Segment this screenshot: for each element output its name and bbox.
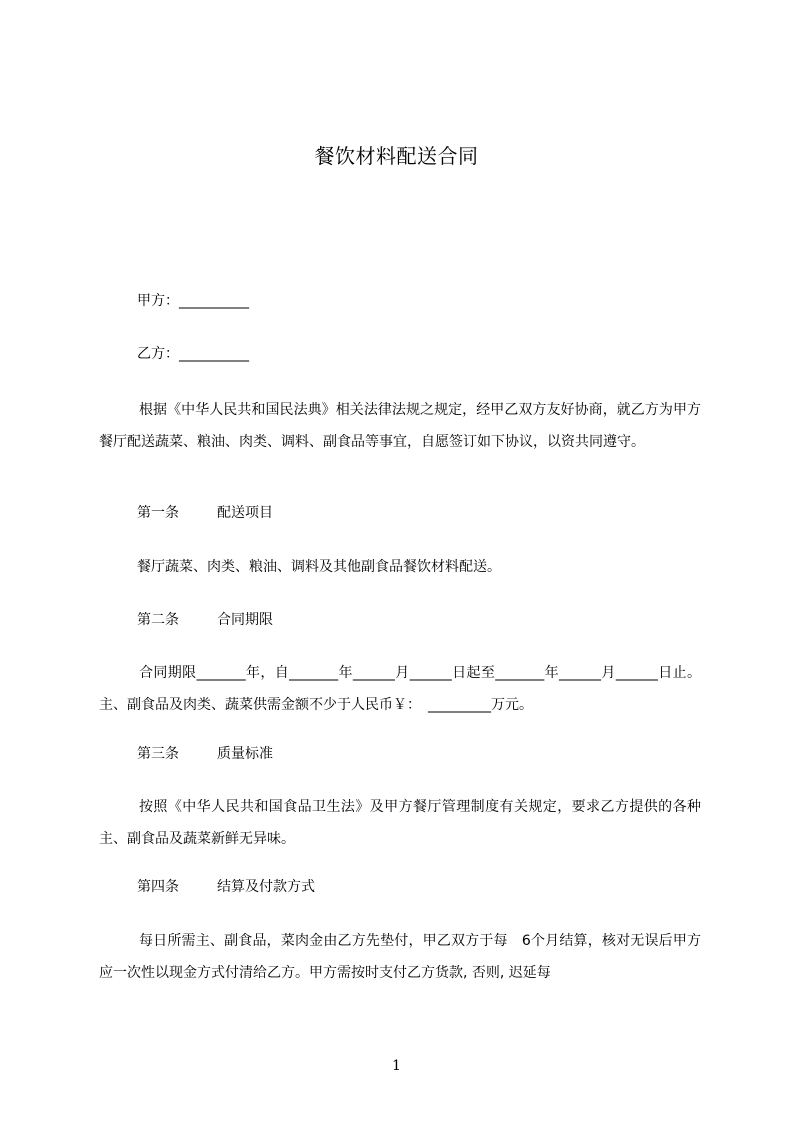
article-2-heading: [137, 610, 273, 630]
article-1-heading: [137, 503, 273, 523]
article-4-heading: [137, 877, 315, 897]
document-title: 餐饮材料配送合同: [314, 144, 479, 168]
article-1-title: 配送项目: [217, 505, 273, 521]
article-3-title: 质量标准: [217, 746, 273, 762]
article-4-title: 结算及付款方式: [217, 879, 315, 895]
party-a-line: 甲方：__________: [137, 293, 249, 309]
intro-paragraph: 根据《中华人民共和国民法典》相关法律法规之规定，经甲乙双方友好协商，就乙方为甲方餐厅配送蔬菜、粮油、肉类、调料、副食品等事宜，自愿签订如下协议，以资共同遵守。: [99, 402, 701, 450]
article-2-number: 第二条: [137, 612, 179, 628]
page-number: 1: [392, 1058, 401, 1074]
party-b-line: 乙方：__________: [137, 346, 249, 362]
article-1-number: 第一条: [137, 505, 179, 521]
article-4-number: 第四条: [137, 879, 179, 895]
article-1-text: 餐厅蔬菜、肉类、粮油、调料及其他副食品餐饮材料配送。: [137, 559, 501, 575]
article-3-number: 第三条: [137, 746, 179, 762]
article-2-text: 合同期限_______年，自_______年______月______日起至_______年______月______日止。主、副食品及肉类、蔬菜供需金额不少于人民币￥： _________万元。: [99, 665, 701, 713]
article-4-text: 每日所需主、副食品，菜肉金由乙方先垫付，甲乙双方于每 6个月结算，核对无误后甲方应一次性以现金方式付清给乙方。甲方需按时支付乙方货款, 否则, 迟延每: [99, 933, 701, 981]
article-3-heading: [137, 744, 273, 764]
article-2-title: 合同期限: [217, 612, 273, 628]
article-3-text: 按照《中华人民共和国食品卫生法》及甲方餐厅管理制度有关规定，要求乙方提供的各种主、副食品及蔬菜新鲜无异味。: [99, 799, 701, 847]
